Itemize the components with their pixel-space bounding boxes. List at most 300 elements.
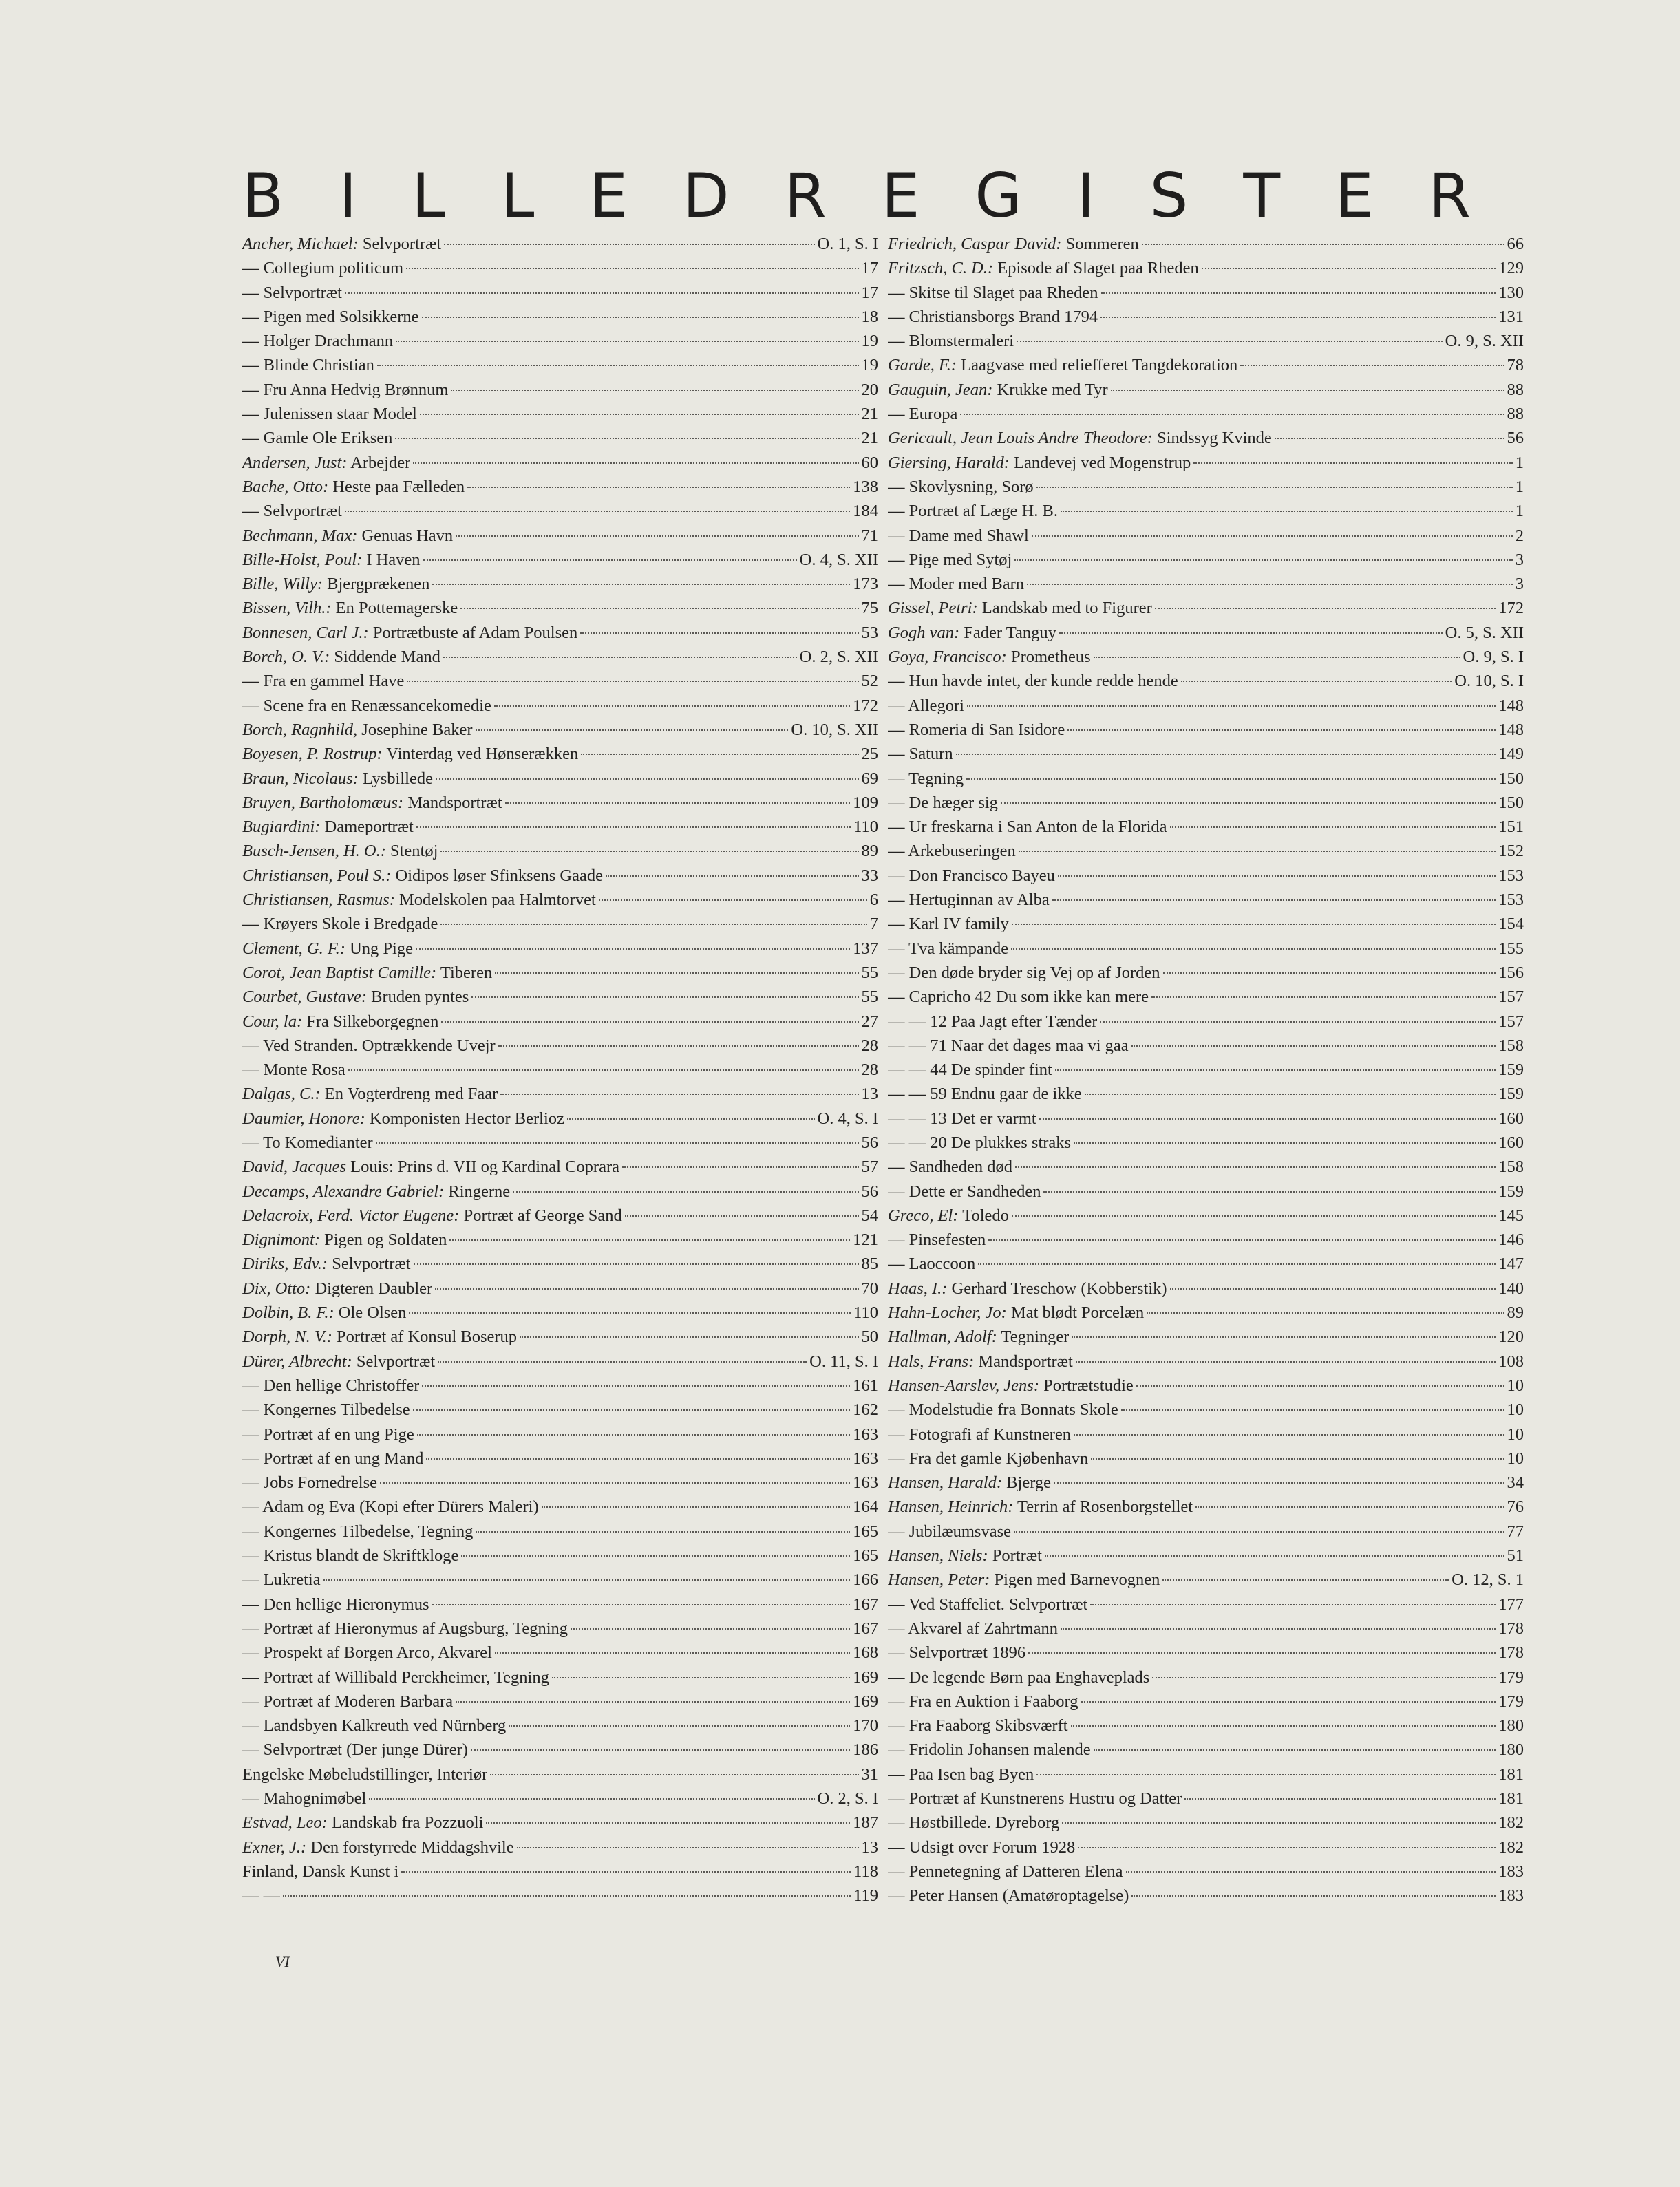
- index-entry: [242, 937, 878, 961]
- page-ref: 110: [853, 818, 878, 837]
- dot-leader: [486, 1822, 850, 1824]
- index-entry: [242, 1277, 878, 1301]
- dot-leader: [1036, 487, 1513, 488]
- dot-leader: [490, 1774, 858, 1775]
- entry-text: [242, 694, 491, 718]
- title-letter: R: [784, 160, 827, 231]
- index-entry: [888, 1131, 1524, 1155]
- artwork-title: — Portræt af Moderen Barbara: [242, 1692, 454, 1711]
- entry-text: [888, 1786, 1182, 1811]
- dot-leader: [1058, 875, 1496, 877]
- page-ref: 169: [853, 1692, 878, 1711]
- dot-leader: [1085, 1094, 1496, 1095]
- artwork-title: — Skovlysning, Sorø: [888, 477, 1034, 496]
- index-entry: [888, 281, 1524, 305]
- dot-leader: [413, 462, 858, 464]
- index-entry: [888, 1884, 1524, 1908]
- page-ref: 121: [853, 1230, 878, 1250]
- index-entry: [242, 1762, 878, 1786]
- entry-text: [888, 1398, 1118, 1422]
- index-entry: [242, 402, 878, 426]
- page-ref: 10: [1507, 1449, 1524, 1468]
- page-ref: 55: [861, 963, 878, 982]
- entry-text: [242, 1665, 549, 1689]
- dot-leader: [1067, 729, 1496, 731]
- page-ref: 25: [861, 745, 878, 764]
- artwork-title: — — 12 Paa Jagt efter Tænder: [888, 1012, 1098, 1031]
- index-entry: [242, 961, 878, 985]
- entry-text: [888, 1811, 1059, 1835]
- artwork-title: En Vogterdreng med Faar: [324, 1085, 498, 1104]
- dot-leader: [1055, 1069, 1496, 1071]
- title-letter: L: [412, 160, 446, 231]
- artwork-title: Sommeren: [1065, 235, 1139, 253]
- index-entry: [888, 1447, 1524, 1471]
- dot-leader: [471, 1749, 850, 1751]
- artwork-title: — — 20 De plukkes straks: [888, 1133, 1072, 1152]
- entry-text: [242, 524, 453, 548]
- entry-text: [888, 937, 1008, 961]
- entry-text: [242, 815, 414, 839]
- dot-leader: [461, 1555, 850, 1557]
- artwork-title: — Lukretia: [242, 1570, 321, 1590]
- artwork-title: — Collegium politicum: [242, 259, 404, 278]
- artist-name: David, Jacques: [242, 1157, 347, 1177]
- artwork-title: Toledo: [962, 1206, 1009, 1225]
- page-ref: 150: [1498, 793, 1524, 812]
- page-ref: O. 9, S. XII: [1445, 332, 1524, 351]
- entry-text: [888, 1641, 1025, 1665]
- artwork-title: — Portræt af Hieronymus af Augsburg, Tegning: [242, 1619, 568, 1638]
- index-entry: [888, 1301, 1524, 1325]
- page-ref: 148: [1498, 696, 1524, 715]
- dot-leader: [1059, 632, 1443, 634]
- entry-text: [888, 1252, 975, 1276]
- page-ref: 179: [1498, 1692, 1524, 1711]
- page-ref: 2: [1515, 526, 1524, 545]
- index-entry: [242, 888, 878, 912]
- title-letter: E: [589, 160, 628, 231]
- page-ref: O. 10, S. I: [1454, 672, 1524, 691]
- index-entry: [242, 1495, 878, 1519]
- artwork-title: — Den hellige Hieronymus: [242, 1594, 429, 1614]
- page-ref: 177: [1498, 1594, 1524, 1614]
- page-ref: 157: [1498, 988, 1524, 1007]
- index-entry: [242, 1301, 878, 1325]
- entry-text: [242, 791, 502, 815]
- page-ref: 160: [1498, 1109, 1524, 1128]
- page-ref: 164: [853, 1497, 878, 1517]
- entry-text: [888, 572, 1024, 596]
- index-entry: [242, 621, 878, 645]
- artwork-title: Finland, Dansk Kunst i: [242, 1861, 399, 1881]
- entry-text: [888, 839, 1016, 863]
- dot-leader: [967, 705, 1496, 707]
- artwork-title: Arbejder: [350, 453, 411, 472]
- dot-leader: [988, 1239, 1496, 1241]
- entry-text: [242, 475, 465, 499]
- artwork-title: Laagvase med reliefferet Tangdekoration: [961, 356, 1238, 375]
- page-ref: 50: [861, 1327, 878, 1347]
- entry-text: [888, 475, 1034, 499]
- artwork-title: — Fru Anna Hedvig Brønnum: [242, 380, 449, 399]
- artist-name: Goya, Francisco:: [888, 648, 1007, 667]
- page-ref: 54: [861, 1206, 878, 1225]
- page-ref: 178: [1498, 1643, 1524, 1663]
- dot-leader: [369, 1798, 814, 1800]
- index-entry: [888, 1082, 1524, 1106]
- artwork-title: — Jubilæumsvase: [888, 1522, 1011, 1541]
- entry-text: [888, 669, 1178, 693]
- index-entry: [888, 1374, 1524, 1398]
- entry-text: [888, 1495, 1193, 1519]
- entry-text: [242, 767, 433, 791]
- title-letter: I: [339, 160, 357, 231]
- title-letter: I: [1076, 160, 1095, 231]
- artwork-title: Landevej ved Mogenstrup: [1014, 453, 1191, 472]
- index-entry: [888, 1786, 1524, 1811]
- artwork-title: Heste paa Fælleden: [332, 477, 465, 496]
- entry-text: [888, 524, 1029, 548]
- artwork-title: Fader Tanguy: [964, 623, 1056, 642]
- dot-leader: [420, 414, 859, 415]
- index-entry: [888, 1155, 1524, 1179]
- entry-text: [242, 888, 596, 912]
- index-entry: [888, 402, 1524, 426]
- page-ref: 148: [1498, 720, 1524, 739]
- entry-text: [242, 1082, 498, 1106]
- artist-name: Braun, Nicolaus:: [242, 769, 359, 788]
- dot-leader: [1054, 1482, 1504, 1484]
- artwork-title: — Portræt af Kunstnerens Hustru og Datter: [888, 1789, 1182, 1808]
- index-entry: [888, 1859, 1524, 1884]
- dot-leader: [495, 972, 858, 974]
- entry-text: [888, 1277, 1167, 1301]
- artwork-title: Digteren Daubler: [315, 1279, 433, 1298]
- page-ref: 154: [1498, 915, 1524, 934]
- page-ref: O. 2, S. I: [817, 1789, 878, 1808]
- artwork-title: Vinterdag ved Hønserækken: [386, 745, 579, 764]
- artwork-title: — Pennetegning af Datteren Elena: [888, 1861, 1123, 1881]
- page-ref: 88: [1507, 405, 1524, 424]
- dot-leader: [423, 559, 797, 561]
- page-ref: 19: [861, 356, 878, 375]
- dot-leader: [1136, 1385, 1504, 1387]
- entry-text: [242, 961, 492, 985]
- artwork-title: — Hun havde intet, der kunde redde hende: [888, 672, 1178, 691]
- artist-name: Greco, El:: [888, 1206, 959, 1225]
- artist-name: Decamps, Alexandre Gabriel:: [242, 1182, 445, 1201]
- dot-leader: [435, 1288, 858, 1290]
- dot-leader: [460, 608, 858, 609]
- artwork-title: Prometheus: [1010, 648, 1091, 667]
- dot-leader: [495, 1652, 850, 1654]
- page-ref: 170: [853, 1716, 878, 1736]
- dot-leader: [417, 1434, 851, 1436]
- artwork-title: Siddende Mand: [334, 648, 440, 667]
- index-entry: [242, 1641, 878, 1665]
- dot-leader: [494, 705, 850, 707]
- dot-leader: [1015, 1166, 1496, 1168]
- index-entry: [242, 524, 878, 548]
- artwork-title: — Kongernes Tilbedelse, Tegning: [242, 1522, 474, 1541]
- index-entry: [242, 305, 878, 329]
- page-title: [242, 158, 1471, 234]
- entry-text: [888, 1447, 1088, 1471]
- artwork-title: — Fotografi af Kunstneren: [888, 1425, 1072, 1444]
- index-entry: [242, 1349, 878, 1374]
- artist-name: Borch, Ragnhild,: [242, 720, 358, 739]
- entry-text: [888, 1617, 1058, 1641]
- index-entry: [242, 378, 878, 402]
- artwork-title: — Blinde Christian: [242, 356, 374, 375]
- page-ref: 179: [1498, 1667, 1524, 1687]
- dot-leader: [581, 754, 858, 755]
- artwork-title: — Karl IV family: [888, 915, 1009, 934]
- index-entry: [242, 1131, 878, 1155]
- index-entry: [242, 1714, 878, 1738]
- entry-text: [888, 791, 998, 815]
- entry-text: [888, 499, 1058, 523]
- artwork-title: — De hæger sig: [888, 793, 998, 812]
- artwork-title: — Ved Stranden. Optrækkende Uvejr: [242, 1036, 496, 1055]
- index-entry: [242, 232, 878, 256]
- index-entry: [242, 1398, 878, 1422]
- page-number: VI: [275, 1953, 290, 1970]
- dot-leader: [1100, 317, 1496, 318]
- index-entry: [888, 1835, 1524, 1859]
- page-ref: 173: [853, 575, 878, 594]
- page-ref: 1: [1515, 453, 1524, 472]
- dot-leader: [960, 414, 1504, 415]
- entry-text: [242, 1641, 492, 1665]
- entry-text: [242, 1228, 447, 1252]
- artwork-title: Landskab fra Pozzuoli: [331, 1813, 484, 1833]
- dot-leader: [1202, 268, 1496, 269]
- page-ref: O. 2, S. XII: [799, 648, 878, 667]
- entry-text: [242, 1325, 517, 1349]
- entry-text: [888, 1010, 1097, 1034]
- index-entry: [888, 742, 1524, 766]
- title-letter: D: [682, 160, 730, 231]
- entry-text: [888, 1519, 1011, 1544]
- page-ref: 151: [1498, 818, 1524, 837]
- dot-leader: [1090, 1604, 1496, 1605]
- dot-leader: [1100, 1021, 1496, 1023]
- dot-leader: [1193, 462, 1512, 464]
- index-entry: [888, 451, 1524, 475]
- artwork-title: — —: [242, 1886, 281, 1906]
- dot-leader: [1195, 1506, 1504, 1508]
- entry-text: [242, 1738, 468, 1762]
- entry-text: [888, 1835, 1075, 1859]
- page-ref: 183: [1498, 1861, 1524, 1881]
- artwork-title: — Europa: [888, 405, 958, 424]
- artist-name: Gissel, Petri:: [888, 599, 978, 618]
- artwork-title: Krukke med Tyr: [997, 380, 1108, 399]
- dot-leader: [1062, 1822, 1496, 1824]
- artwork-title: — Høstbillede. Dyreborg: [888, 1813, 1060, 1833]
- index-entry: [888, 1325, 1524, 1349]
- artist-name: Bille-Holst, Poul:: [242, 550, 363, 569]
- artwork-title: Mandsportræt: [978, 1352, 1073, 1371]
- artwork-title: Gerhard Treschow (Kobberstik): [951, 1279, 1167, 1298]
- dot-leader: [471, 996, 858, 998]
- artwork-title: — Portræt af Læge H. B.: [888, 502, 1059, 521]
- artist-name: Bruyen, Bartholomæus:: [242, 793, 404, 812]
- index-entry: [888, 1349, 1524, 1374]
- artist-name: Hallman, Adolf:: [888, 1327, 997, 1347]
- artwork-title: — Selvportræt 1896: [888, 1643, 1026, 1663]
- index-entry: [242, 1665, 878, 1689]
- entry-text: [888, 1204, 1009, 1228]
- index-entry: [242, 1447, 878, 1471]
- page-ref: O. 4, S. I: [817, 1109, 878, 1128]
- dot-leader: [1074, 1434, 1504, 1436]
- entry-text: [242, 451, 410, 475]
- page-ref: 187: [853, 1813, 878, 1833]
- dot-leader: [1126, 1871, 1496, 1873]
- page-ref: 69: [861, 769, 878, 788]
- artwork-title: — Julenissen staar Model: [242, 405, 417, 424]
- artist-name: Gericault, Jean Louis Andre Theodore:: [888, 429, 1153, 448]
- index-entry: [888, 791, 1524, 815]
- dot-leader: [345, 511, 850, 512]
- index-entry: [888, 694, 1524, 718]
- entry-text: [242, 596, 458, 620]
- artwork-title: — Saturn: [888, 745, 953, 764]
- artwork-title: Oidipos løser Sfinksens Gaade: [395, 866, 603, 885]
- dot-leader: [956, 754, 1496, 755]
- entry-text: [242, 426, 392, 450]
- index-entry: [888, 1665, 1524, 1689]
- page-ref: 75: [861, 599, 878, 618]
- entry-text: [242, 621, 577, 645]
- entry-text: [242, 1301, 406, 1325]
- artist-name: Boyesen, P. Rostrup:: [242, 745, 383, 764]
- dot-leader: [966, 778, 1496, 780]
- entry-text: [242, 839, 438, 863]
- entry-text: [888, 1714, 1068, 1738]
- artwork-title: Bruden pyntes: [371, 988, 469, 1007]
- page-ref: 130: [1498, 283, 1524, 302]
- entry-text: [888, 1738, 1091, 1762]
- artist-name: Hansen-Aarslev, Jens:: [888, 1376, 1039, 1395]
- index-entry: [242, 1422, 878, 1447]
- artwork-title: — Sandheden død: [888, 1157, 1012, 1177]
- entry-text: [242, 718, 473, 742]
- page-ref: 53: [861, 623, 878, 642]
- index-entry: [242, 1859, 878, 1884]
- dot-leader: [443, 657, 797, 658]
- index-entry: [888, 1010, 1524, 1034]
- entry-text: [242, 1010, 438, 1034]
- page-ref: 10: [1507, 1425, 1524, 1444]
- index-entry: [888, 475, 1524, 499]
- artist-name: Dalgas, C.:: [242, 1085, 321, 1104]
- dot-leader: [440, 924, 866, 925]
- entry-text: [242, 1762, 487, 1786]
- artwork-title: — Portræt af en ung Mand: [242, 1449, 424, 1468]
- entry-text: [888, 961, 1160, 985]
- title-letter: T: [1243, 160, 1281, 231]
- page-ref: 159: [1498, 1182, 1524, 1201]
- page-ref: 138: [853, 477, 878, 496]
- entry-text: [888, 1180, 1041, 1204]
- index-entry: [242, 767, 878, 791]
- entry-text: [888, 767, 964, 791]
- index-entry: [888, 524, 1524, 548]
- page-ref: 165: [853, 1546, 878, 1566]
- artwork-title: Josephine Baker: [361, 720, 473, 739]
- page-ref: 153: [1498, 866, 1524, 885]
- page-ref: 17: [861, 283, 878, 302]
- entry-text: [888, 596, 1152, 620]
- entry-text: [888, 888, 1050, 912]
- page-ref: 161: [853, 1376, 878, 1395]
- index-entry: [242, 1568, 878, 1592]
- index-entry: [888, 378, 1524, 402]
- dot-leader: [1163, 972, 1496, 974]
- dot-leader: [1162, 1579, 1449, 1581]
- index-entry: [242, 1058, 878, 1082]
- artist-name: Delacroix, Ferd. Victor Eugene:: [242, 1206, 460, 1225]
- dot-leader: [500, 1094, 858, 1095]
- artist-name: Gauguin, Jean:: [888, 380, 993, 399]
- entry-text: [242, 1447, 423, 1471]
- artist-name: Bonnesen, Carl J.:: [242, 623, 369, 642]
- index-entry: [242, 1617, 878, 1641]
- entry-text: [888, 1544, 1042, 1568]
- title-letter: L: [500, 160, 535, 231]
- artwork-title: — Akvarel af Zahrtmann: [888, 1619, 1058, 1638]
- entry-text: [888, 864, 1055, 888]
- dot-leader: [1036, 1774, 1496, 1775]
- page-ref: 3: [1515, 550, 1524, 569]
- artwork-title: Mandsportræt: [407, 793, 502, 812]
- page-ref: 146: [1498, 1230, 1524, 1250]
- index-entry: [888, 839, 1524, 863]
- page-ref: 145: [1498, 1206, 1524, 1225]
- artwork-title: — Moder med Barn: [888, 575, 1024, 594]
- dot-leader: [345, 292, 859, 294]
- artwork-title: — Don Francisco Bayeu: [888, 866, 1055, 885]
- artwork-title: — Capricho 42 Du som ikke kan mere: [888, 988, 1149, 1007]
- dot-leader: [432, 584, 850, 585]
- artwork-title: — Selvportræt: [242, 502, 342, 521]
- entry-text: [242, 1034, 496, 1058]
- dot-leader: [376, 1142, 859, 1144]
- dot-leader: [1027, 584, 1513, 585]
- entry-text: [242, 1811, 483, 1835]
- index-entry: [888, 305, 1524, 329]
- index-entry: [242, 718, 878, 742]
- entry-text: [888, 1301, 1144, 1325]
- dot-leader: [406, 268, 858, 269]
- artwork-title: Portrætbuste af Adam Poulsen: [372, 623, 578, 642]
- artwork-title: — Ved Staffeliet. Selvportræt: [888, 1594, 1088, 1614]
- dot-leader: [505, 802, 851, 804]
- dot-leader: [1111, 390, 1504, 391]
- entry-text: [888, 1471, 1051, 1495]
- entry-text: [242, 1519, 473, 1544]
- entry-text: [888, 718, 1065, 742]
- entry-text: [242, 1617, 568, 1641]
- entry-text: [242, 645, 440, 669]
- entry-text: [242, 912, 438, 936]
- index-entry: [888, 572, 1524, 596]
- entry-text: [888, 329, 1014, 353]
